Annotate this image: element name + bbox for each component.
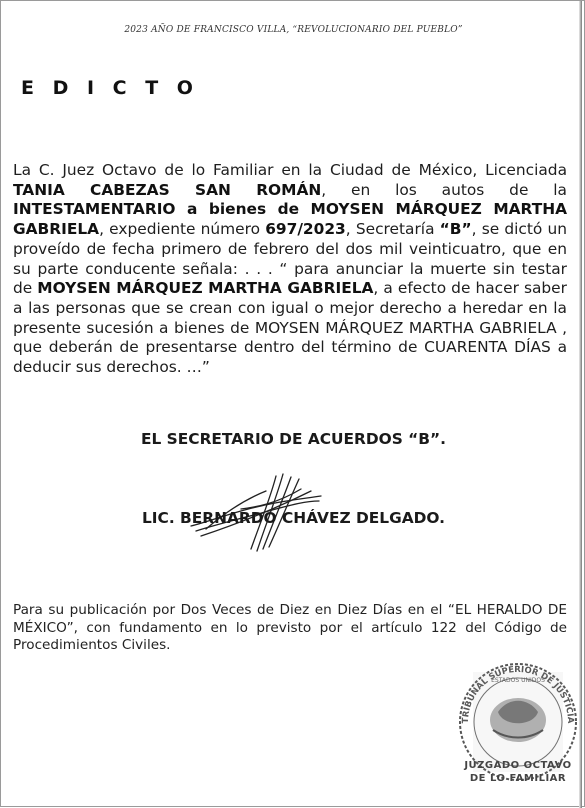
document-header: 2023 AÑO DE FRANCISCO VILLA, “REVOLUCIONARIO DEL PUEBLO” <box>124 25 463 35</box>
secretary-title: EL SECRETARIO DE ACUERDOS “B”. <box>141 430 446 448</box>
deceased-name: MOYSEN MÁRQUEZ MARTHA GABRIELA <box>37 279 374 298</box>
case-number: 697/2023 <box>265 220 346 239</box>
publication-note: Para su publicación por Dos Veces de Diez en Diez Días en el “EL HERALDO DE MÉXICO”, con fundamento en lo previsto por el artículo 122 del Código de Procedimientos Civiles. <box>13 602 567 653</box>
body-text-4: , Secretaría <box>345 220 440 239</box>
secretary-name: LIC. BERNARDO CHÁVEZ DELGADO. <box>142 509 445 527</box>
seal-inner-text: ESTADOS UNIDOS <box>491 677 545 684</box>
case-subject: INTESTAMENTARIO a bienes de MOYSEN MÁRQUEZ MARTHA GABRIELA <box>13 200 567 239</box>
body-text-1: La C. Juez Octavo de lo Familiar en la Ciudad de México, Licenciada <box>13 161 567 179</box>
body-text-3: , expediente número <box>99 220 266 239</box>
body-text-2: , en los autos de la <box>321 180 567 199</box>
secretaria-letter: “B” <box>439 220 472 239</box>
body-text-6: , a efecto de hacer saber a las personas que se crean con igual o mejor derecho a heredar en la presente sucesión a bienes de MOYSEN MÁRQUEZ MARTHA GABRIELA , que deberán de presentarse dentro del término de CUARENTA DÍAS a deducir sus derechos. …” <box>13 279 567 377</box>
body-text-5: , se dictó un proveído de fecha primero de febrero del dos mil veinticuatro, que en su parte conducente señala: . . . “ para anunciar la muerte sin testar de <box>13 220 567 298</box>
seal-court-line-1: JUZGADO OCTAVO <box>464 760 572 771</box>
document-title: E D I C T O <box>21 77 199 99</box>
edict-body <box>13 161 567 378</box>
seal-court-label <box>463 759 573 785</box>
seal-ring-text: TRIBUNAL SUPERIOR DE JUSTICIA <box>460 664 576 724</box>
seal-court-line-2: DE LO FAMILIAR <box>469 773 567 784</box>
judge-name: TANIA CABEZAS SAN ROMÁN <box>13 180 322 199</box>
